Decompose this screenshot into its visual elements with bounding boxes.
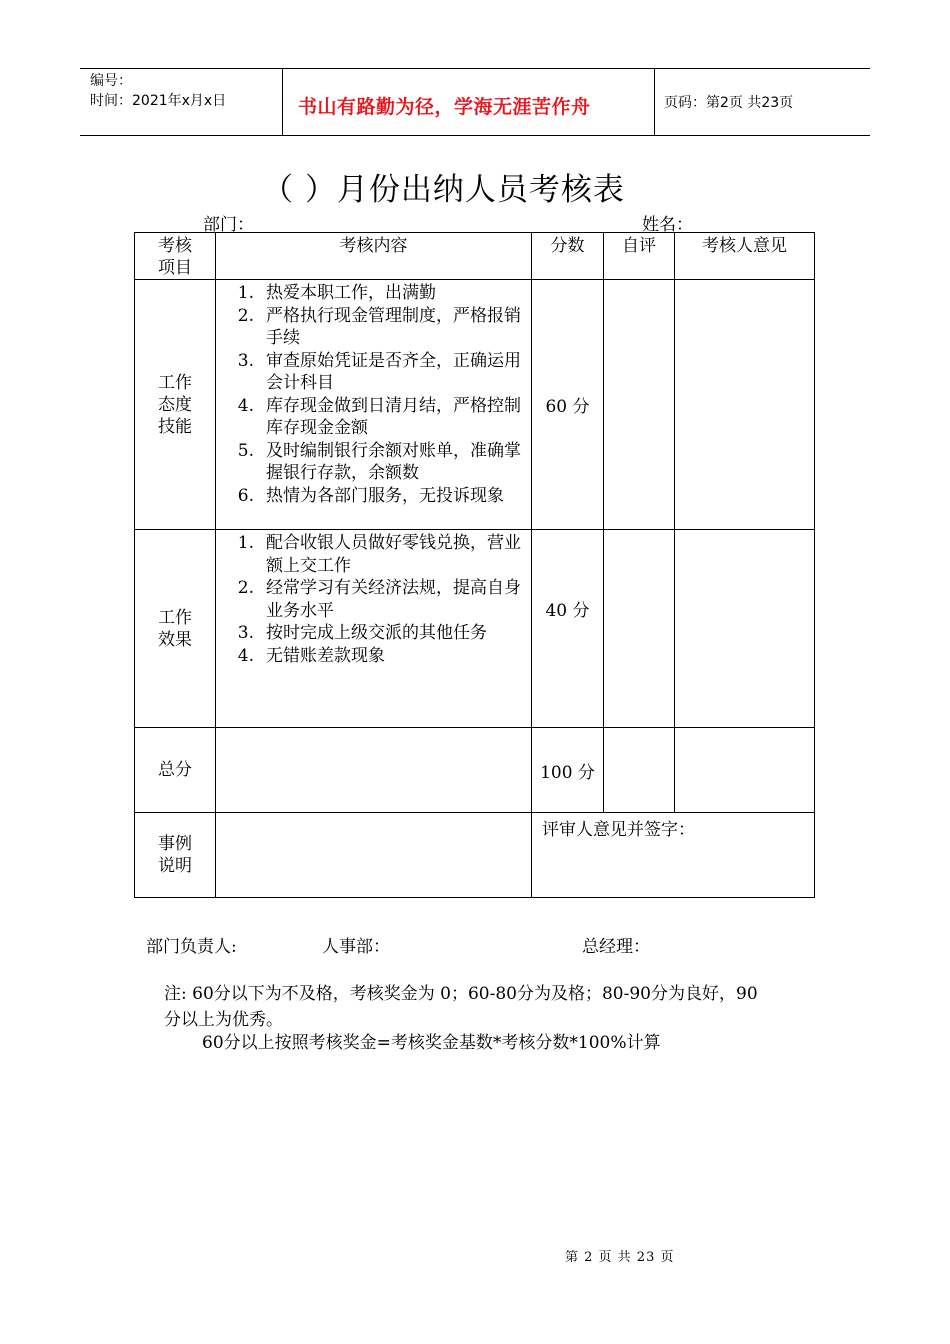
header-divider-right [654, 68, 655, 136]
list-item: 4. 库存现金做到日清月结，严格控制库存现金金额 [237, 395, 521, 438]
table-row-example [135, 813, 815, 898]
doc-number-label: 编号： [90, 73, 132, 89]
content-attitude [216, 280, 532, 530]
note-line-1: 注: 60分以下为不及格，考核奖金为 0；60-80分为及格；80-90分为良好，90 [164, 984, 758, 1004]
header-assessor: 考核人意见 [675, 233, 815, 280]
list-item: 1. 热爱本职工作，出满勤 [237, 283, 436, 303]
doc-time-label: 时间：2021年x月x日 [90, 93, 227, 109]
list-item: 2. 严格执行现金管理制度，严格报销手续 [237, 305, 521, 348]
gm-signature: 总经理： [582, 937, 650, 957]
example-label: 事例 说明 [135, 813, 216, 898]
header-self-eval: 自评 [604, 233, 675, 280]
table-row-total [135, 728, 815, 813]
content-effect [216, 530, 532, 728]
note-line-2: 分以上为优秀。 [164, 1010, 283, 1030]
total-score: 100 分 [532, 728, 604, 813]
header-bottom-rule [80, 135, 870, 136]
total-self-eval[interactable] [604, 728, 675, 813]
score-effect: 40 分 [532, 530, 604, 728]
self-eval-attitude[interactable] [604, 280, 675, 530]
list-item: 3. 按时完成上级交派的其他任务 [237, 623, 487, 643]
total-label: 总分 [135, 728, 216, 813]
hr-signature: 人事部： [322, 937, 390, 957]
department-label: 部门： [203, 215, 254, 235]
table-row [135, 530, 815, 728]
table-header-row [135, 233, 815, 280]
list-item: 6. 热情为各部门服务，无投诉现象 [237, 485, 504, 506]
category-attitude: 工作 态度 技能 [135, 280, 216, 530]
assessor-effect[interactable] [675, 530, 815, 728]
list-item: 2. 经常学习有关经济法规，提高自身业务水平 [237, 578, 521, 621]
total-assessor[interactable] [675, 728, 815, 813]
category-effect: 工作 效果 [135, 530, 216, 728]
assessor-attitude[interactable] [675, 280, 815, 530]
header-top-rule [80, 68, 870, 69]
list-item: 5. 及时编制银行余额对账单，准确掌握银行存款，余额数 [237, 440, 521, 483]
review-signature-label: 评审人意见并签字： [542, 820, 695, 840]
header-divider-left [282, 68, 283, 136]
score-attitude: 60 分 [532, 280, 604, 530]
dept-head-signature: 部门负责人: [146, 937, 237, 957]
page-title: （ ）月份出纳人员考核表 [262, 172, 625, 208]
list-item: 4. 无错账差款现象 [237, 645, 385, 666]
header-motto: 书山有路勤为径，学海无涯苦作舟 [298, 96, 591, 118]
name-label: 姓名： [642, 215, 693, 235]
header-score: 分数 [532, 233, 604, 280]
assessment-table [134, 232, 815, 898]
list-item: 3. 审查原始凭证是否齐全，正确运用会计科目 [237, 350, 521, 393]
table-row [135, 280, 815, 530]
total-content [216, 728, 532, 813]
list-item: 1. 配合收银人员做好零钱兑换，营业额上交工作 [237, 533, 521, 576]
header-content: 考核内容 [216, 233, 532, 280]
note-line-3: 60分以上按照考核奖金=考核奖金基数*考核分数*100%计算 [202, 1033, 661, 1053]
review-signature-cell[interactable] [532, 813, 815, 898]
header-item: 考核 项目 [135, 233, 216, 280]
header-page-info: 页码：第2页 共23页 [664, 95, 794, 111]
example-content[interactable] [216, 813, 532, 898]
self-eval-effect[interactable] [604, 530, 675, 728]
page-footer: 第 2 页 共 23 页 [565, 1250, 675, 1265]
